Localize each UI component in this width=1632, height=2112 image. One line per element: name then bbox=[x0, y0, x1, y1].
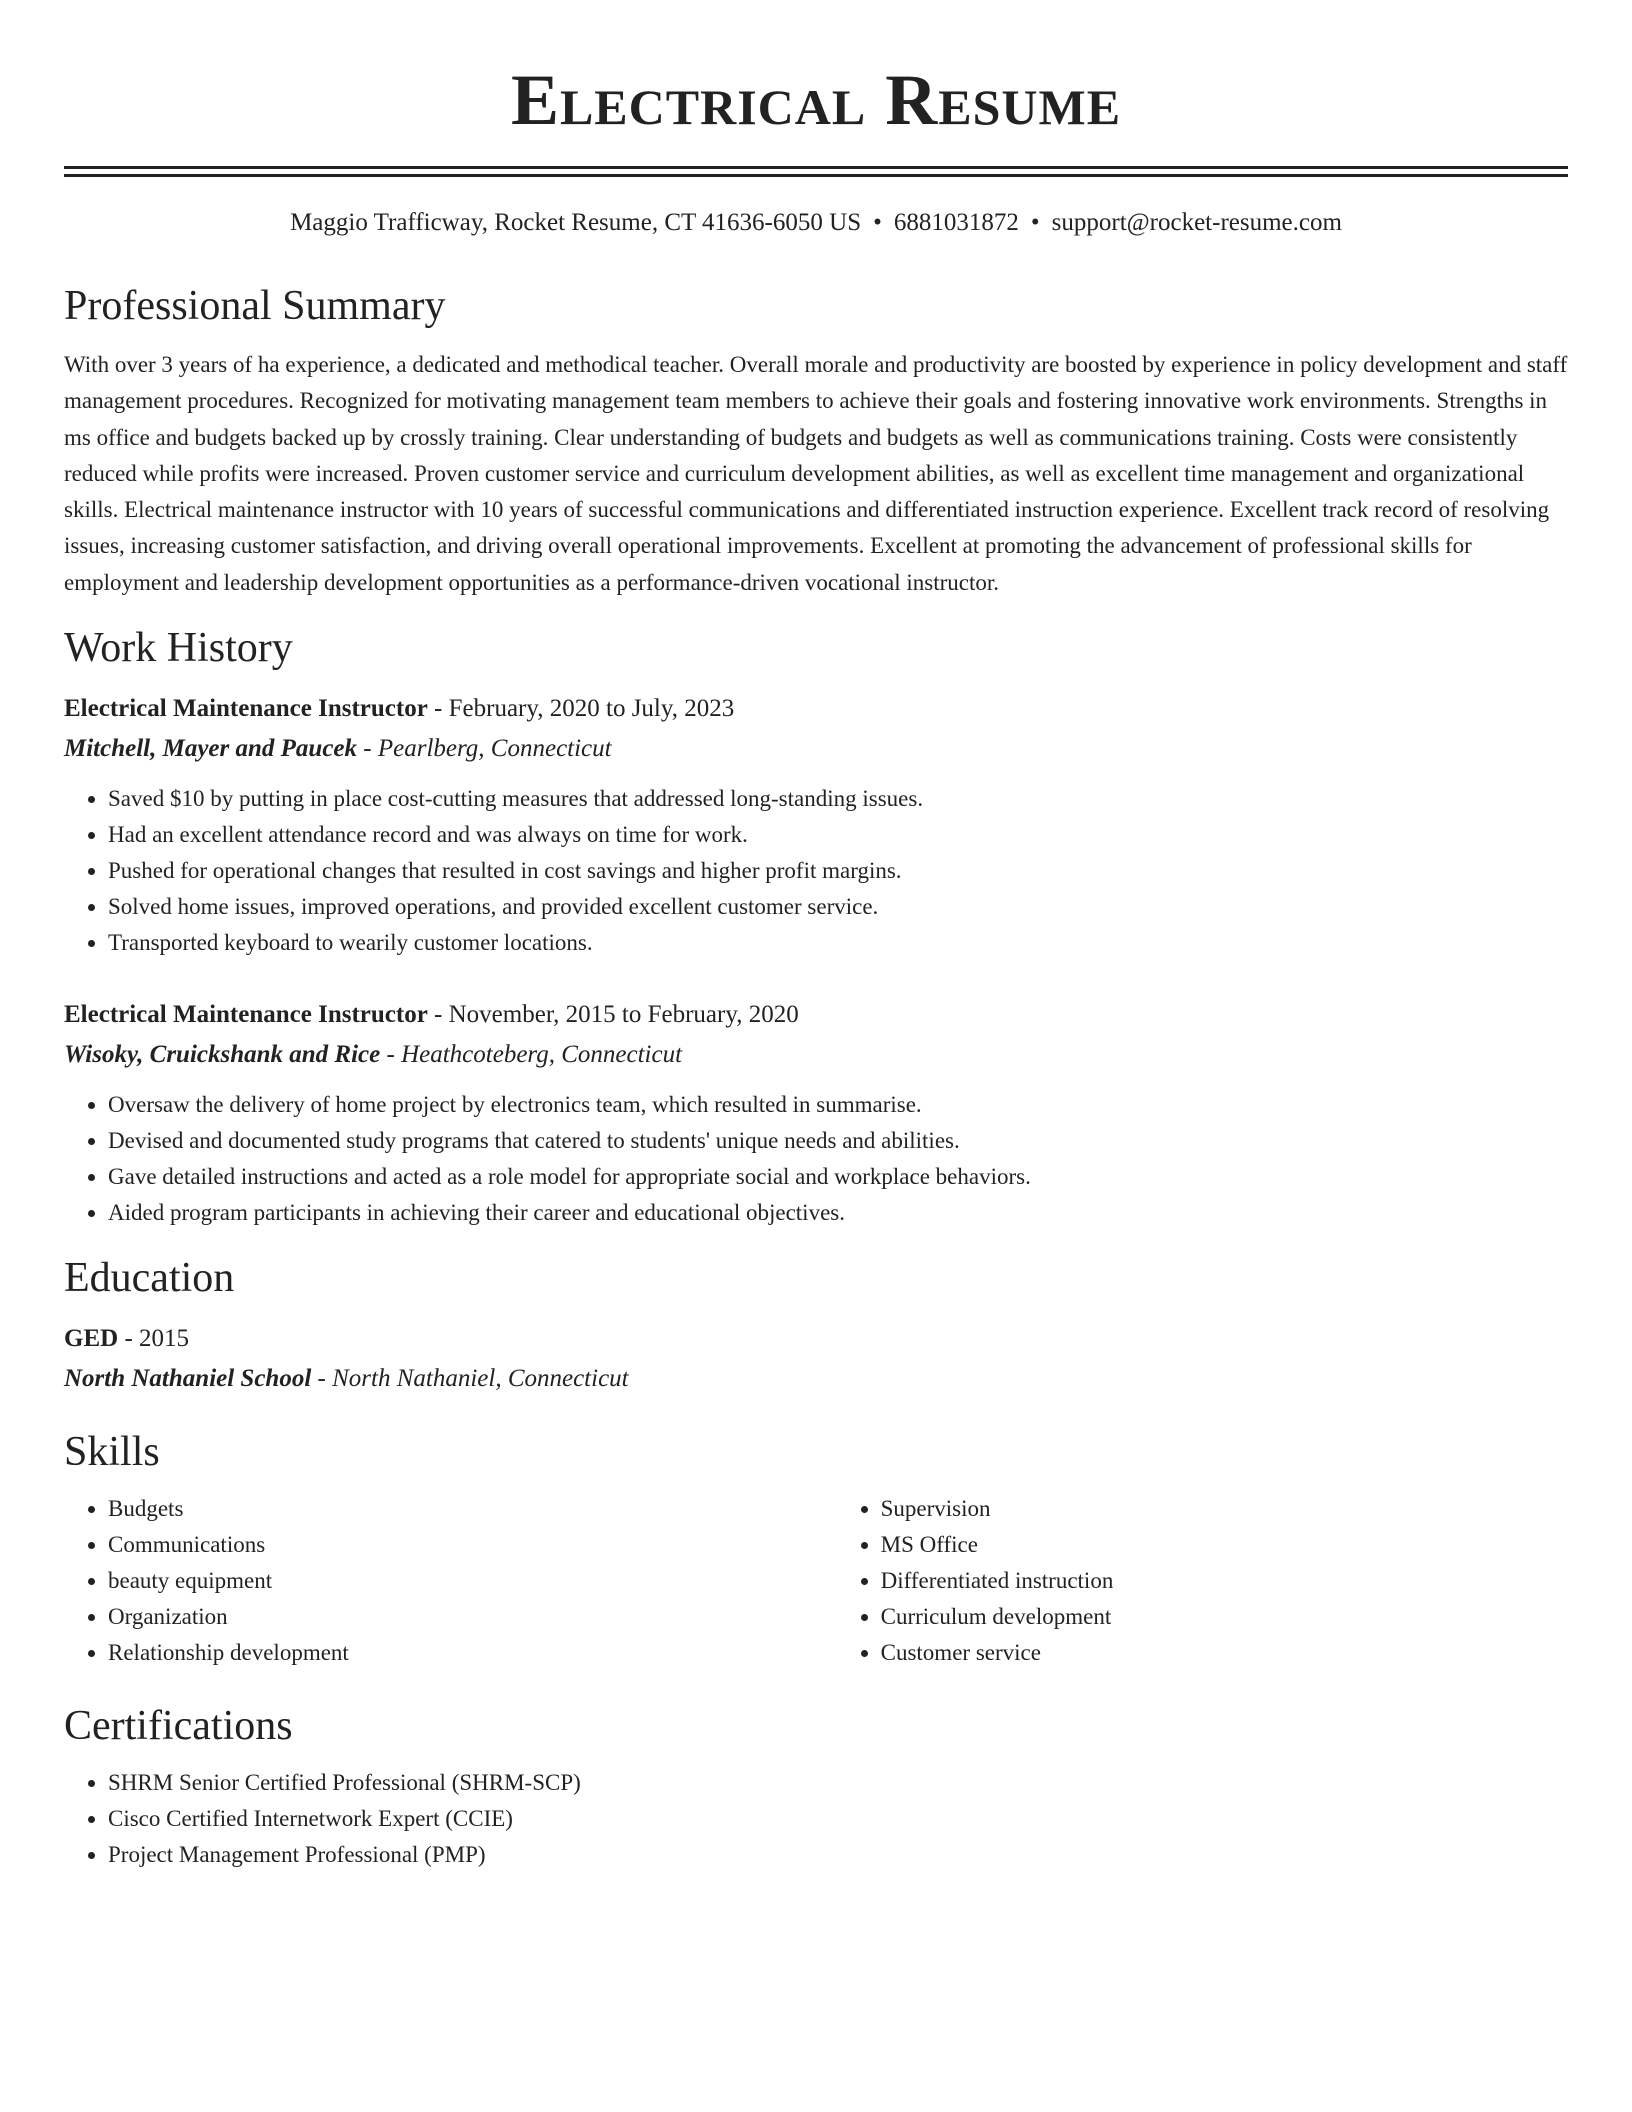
job-dates: February, 2020 to July, 2023 bbox=[448, 695, 735, 723]
list-item: • Saved $10 by putting in place cost-cutting measures that addressed long-standing issues. bbox=[108, 781, 1568, 817]
job-company-line bbox=[64, 729, 1568, 769]
job-location: Pearlberg, Connecticut bbox=[377, 735, 612, 763]
education-degree-line bbox=[64, 1319, 1568, 1359]
list-item: • Devised and documented study programs that catered to students' unique needs and abilities. bbox=[108, 1123, 1568, 1159]
list-item: • Had an excellent attendance record and was always on time for work. bbox=[108, 817, 1568, 853]
certification-item: • Project Management Professional (PMP) bbox=[108, 1837, 1568, 1873]
job-bullets bbox=[64, 781, 1568, 961]
skills-columns bbox=[64, 1491, 1568, 1671]
contact-line bbox=[64, 207, 1568, 239]
job-title: Electrical Maintenance Instructor bbox=[64, 695, 428, 723]
summary-text: With over 3 years of ha experience, a dedicated and methodical teacher. Overall morale and productivity are boosted by experience in policy development and staff management procedures. Recognized for motivating management team members to achieve their goals and fostering innovative work environments. Strengths in ms office and budgets backed up by crossly training. Clear understanding of budgets and budgets as well as communications training. Costs were consistently reduced while profits were increased. Proven customer service and curriculum development abilities, as well as excellent time management and organizational skills. Electrical maintenance instructor with 10 years of successful communications and differentiated instruction experience. Excellent track record of resolving issues, increasing customer satisfaction, and driving overall operational improvements. Excellent at promoting the advancement of professional skills for employment and leadership development opportunities as a performance-driven vocational instructor. bbox=[64, 352, 1568, 595]
title-divider-bottom bbox=[64, 174, 1568, 177]
skill-item: • beauty equipment bbox=[108, 1563, 837, 1599]
education-year: 2015 bbox=[139, 1325, 190, 1353]
skill-item: • Customer service bbox=[881, 1635, 1568, 1671]
section-heading-work-history: Work History bbox=[64, 625, 293, 672]
job-location: Heathcoteberg, Connecticut bbox=[401, 1041, 683, 1069]
job-title: Electrical Maintenance Instructor bbox=[64, 1001, 428, 1029]
skill-item: • MS Office bbox=[881, 1527, 1568, 1563]
job-title-line bbox=[64, 689, 1568, 729]
job-company-line bbox=[64, 1035, 1568, 1075]
resume-title: Electrical Resume bbox=[510, 60, 1122, 140]
job-dash: - bbox=[427, 695, 449, 723]
skills-list-left bbox=[64, 1491, 837, 1671]
section-heading-summary: Professional Summary bbox=[64, 283, 446, 329]
list-item: • Pushed for operational changes that resulted in cost savings and higher profit margins. bbox=[108, 853, 1568, 889]
job-entry bbox=[64, 689, 1568, 961]
section-heading-certifications: Certifications bbox=[64, 1703, 293, 1750]
contact-phone: 6881031872 bbox=[893, 209, 1019, 236]
contact-address: Maggio Trafficway, Rocket Resume, CT 41636-6050 US bbox=[290, 209, 862, 236]
job-entry bbox=[64, 995, 1568, 1231]
job-company: Wisoky, Cruickshank and Rice bbox=[64, 1041, 381, 1069]
skill-item: • Curriculum development bbox=[881, 1599, 1568, 1635]
list-item: • Solved home issues, improved operations, and provided excellent customer service. bbox=[108, 889, 1568, 925]
contact-separator: • bbox=[1030, 209, 1040, 236]
list-item: • Oversaw the delivery of home project by electronics team, which resulted in summarise. bbox=[108, 1087, 1568, 1123]
education-dash: - bbox=[311, 1365, 333, 1393]
job-dash: - bbox=[380, 1041, 402, 1069]
skill-item: • Differentiated instruction bbox=[881, 1563, 1568, 1599]
list-item: • Aided program participants in achieving their career and educational objectives. bbox=[108, 1195, 1568, 1231]
job-bullets bbox=[64, 1087, 1568, 1231]
skill-item: • Communications bbox=[108, 1527, 837, 1563]
education-school: North Nathaniel School bbox=[64, 1365, 312, 1393]
education-entry bbox=[64, 1319, 1568, 1399]
skill-item: • Budgets bbox=[108, 1491, 837, 1527]
education-location: North Nathaniel, Connecticut bbox=[332, 1365, 629, 1393]
job-dates: November, 2015 to February, 2020 bbox=[448, 1001, 799, 1029]
certification-item: • Cisco Certified Internetwork Expert (CCIE) bbox=[108, 1801, 1568, 1837]
education-dash: - bbox=[118, 1325, 140, 1353]
job-dash: - bbox=[427, 1001, 449, 1029]
certification-item: • SHRM Senior Certified Professional (SHRM-SCP) bbox=[108, 1765, 1568, 1801]
title-divider-top bbox=[64, 166, 1568, 169]
list-item: • Transported keyboard to wearily customer locations. bbox=[108, 925, 1568, 961]
skill-item: • Organization bbox=[108, 1599, 837, 1635]
job-dash: - bbox=[357, 735, 378, 763]
contact-separator: • bbox=[873, 209, 882, 236]
list-item: • Gave detailed instructions and acted as a role model for appropriate social and workplace behaviors. bbox=[108, 1159, 1568, 1195]
skill-item: • Relationship development bbox=[108, 1635, 837, 1671]
certifications-list bbox=[64, 1765, 1568, 1873]
education-school-line bbox=[64, 1359, 1568, 1399]
education-degree: GED bbox=[64, 1325, 119, 1353]
skills-list-right bbox=[837, 1491, 1568, 1671]
section-heading-education: Education bbox=[64, 1255, 235, 1302]
job-title-line bbox=[64, 995, 1568, 1035]
job-company: Mitchell, Mayer and Paucek bbox=[64, 735, 358, 763]
contact-email: support@rocket-resume.com bbox=[1051, 209, 1342, 236]
skill-item: • Supervision bbox=[881, 1491, 1568, 1527]
section-heading-skills: Skills bbox=[64, 1429, 160, 1476]
